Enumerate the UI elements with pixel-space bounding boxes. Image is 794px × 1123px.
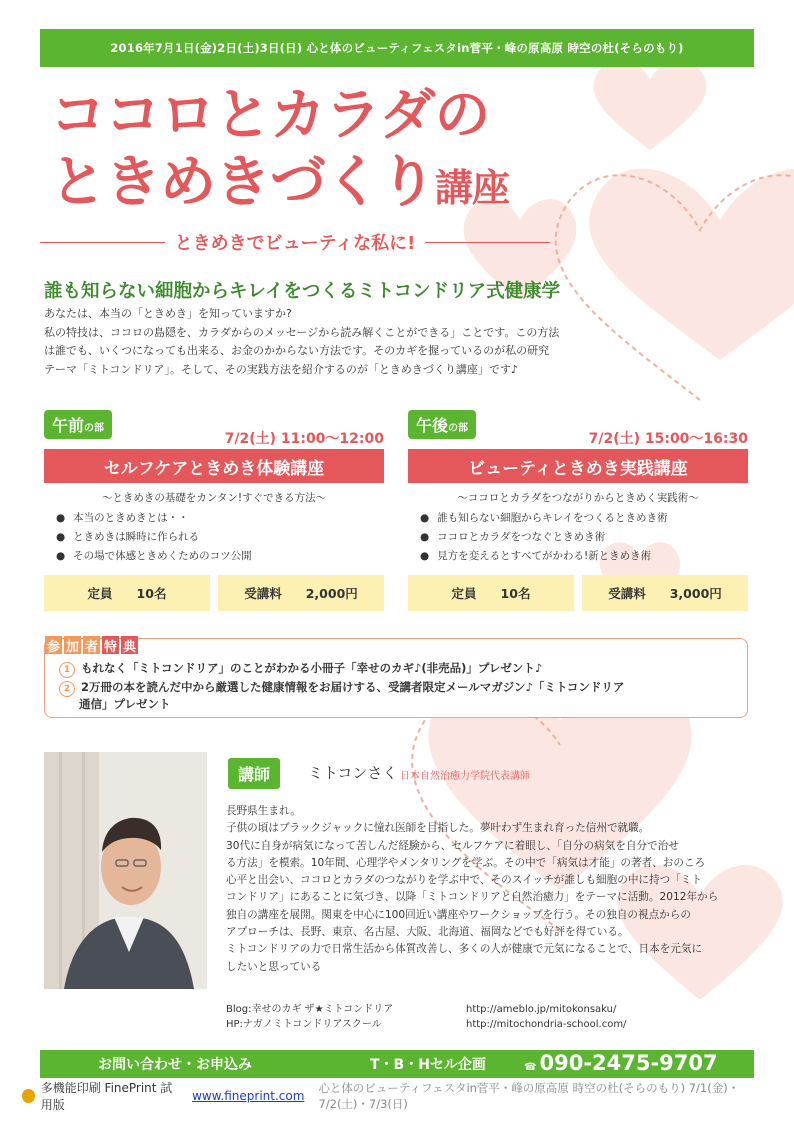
lecturer-photo [44, 752, 207, 989]
subtitle [40, 230, 550, 254]
main-title-line1: ココロとカラダの [50, 83, 490, 148]
bio-line: 独自の講座を展開。関東を中心に100回近い講座やワークショップを行う。その独自の視点からの [226, 908, 691, 921]
session-time: 7/2(土) 11:00〜12:00 [224, 431, 384, 447]
fineprint-logo-icon [22, 1089, 35, 1103]
bio-line: アプローチは、長野、東京、名古屋、大阪、北海道、福岡などでも好評を得ている。 [226, 926, 629, 939]
list-item: ● 誰も知らない細胞からキレイをつくるときめき術 [420, 509, 668, 528]
bio-line: る方法」を模索。10年間、心理学やメンタリングを学ぶ。その中で「病気は才能」の著者、おのころ [226, 856, 706, 869]
session-subtitle: 〜ときめきの基礎をカンタン!すぐできる方法〜 [101, 492, 327, 504]
session-badge-text: 午前 [52, 416, 85, 435]
bonus-item-continued: 通信」プレゼント [79, 697, 171, 711]
title-main: ときめきづくり [50, 150, 435, 215]
bonus-label-char: 典 [121, 636, 138, 654]
fee-box [582, 575, 748, 611]
session-badge-small: の部 [84, 423, 105, 434]
contact-company: T・B・Hセル企画 [370, 1057, 486, 1073]
session-time: 7/2(土) 15:00〜16:30 [588, 431, 748, 447]
divider-left [40, 242, 165, 243]
fee-label: 受講料 [608, 586, 646, 601]
intro-paragraph: あなたは、本当の「ときめき」を知っていますか? [44, 307, 292, 320]
session-items [56, 509, 252, 566]
contact-label: お問い合わせ・お申込み [98, 1057, 252, 1073]
session-items [420, 509, 668, 566]
list-item: ● 見方を変えるとすべてがかわる!新ときめき術 [420, 547, 668, 566]
bonus-label-char: 特 [102, 636, 119, 654]
bonus-text: もれなく「ミトコンドリア」のことがわかる小冊子「幸せのカギ♪(非売品)」プレゼント♪ [81, 661, 543, 675]
participant-bonus [44, 638, 748, 718]
session-title: ビューティときめき実践講座 [408, 449, 748, 483]
bonus-item [59, 679, 624, 697]
bio-line: したいと思っている [226, 960, 322, 973]
lecturer-name: ミトコンさく [308, 764, 398, 782]
session-badge-text: 午後 [416, 416, 449, 435]
lecturer-role: 日本自然治癒力学院代表講師 [400, 771, 530, 782]
bonus-number: 2 [59, 681, 75, 697]
footer-event: 心と体のビューティフェスタin菅平・峰の原高原 時空の杜(そらのもり) 7/1(金)・7/2(土)・7/3(日) [318, 1081, 740, 1111]
footer [22, 1081, 782, 1112]
contact-bar [40, 1050, 754, 1078]
bio-line: 子供の頃はブラックジャックに憧れ医師を目指した。夢叶わず生まれ育った信州で就職。 [226, 822, 650, 835]
bonus-label-char: 加 [64, 636, 81, 654]
lecturer-portrait [44, 752, 207, 989]
lecturer-bio [226, 803, 756, 976]
homepage-link[interactable]: http://mitochondria-school.com/ [466, 1019, 627, 1030]
session-afternoon [408, 410, 748, 615]
link-label: HP:ナガノミトコンドリアスクール [226, 1019, 382, 1030]
capacity-value: 10名 [136, 586, 167, 601]
phone-number: 090-2475-9707 [539, 1051, 718, 1075]
link-row [226, 1002, 756, 1017]
bonus-text: 2万冊の本を読んだ中から厳選した健康情報をお届けする、受講者限定メールマガジン♪「ミトコンドリア [81, 680, 625, 694]
intro-paragraph: 私の特技は、ココロの島隠を、カラダからのメッセージから読み解くことができる」ことです。この方法 [44, 325, 560, 339]
fee-value: 3,000円 [669, 586, 722, 601]
bonus-label-char: 者 [83, 636, 100, 654]
bonus-label-char: 参 [45, 636, 62, 654]
intro-paragraph: は誰でも、いくつになっても出来る、お金のかからない方法です。そのカギを握っているのが私の研究 [44, 344, 550, 357]
footer-link[interactable]: www.fineprint.com [192, 1089, 305, 1103]
session-badge-small: の部 [448, 423, 469, 434]
bonus-label [45, 636, 140, 654]
subtitle-text: ときめきでビューティな私に! [174, 233, 416, 254]
event-banner [40, 29, 754, 67]
fee-value: 2,000円 [305, 586, 358, 601]
lecturer-badge: 講師 [228, 758, 280, 789]
session-title: セルフケアときめき体験講座 [44, 449, 384, 483]
list-item: ● 本当のときめきとは・・ [56, 509, 252, 528]
bonus-item [59, 660, 542, 678]
title-suffix: 講座 [435, 166, 510, 210]
capacity-label: 定員 [87, 586, 113, 601]
bio-line: 30代に自身が病気になって苦しんだ経験から、セルフケアに着眼し、「自分の病気を自分で治せ [226, 839, 679, 852]
event-line: 2016年7月1日(金)2日(土)3日(日) 心と体のビューティフェスタin菅平・峰の原高原 時空の杜(そらのもり) [110, 41, 684, 55]
session-info [408, 575, 748, 611]
link-row [226, 1017, 756, 1032]
bio-line: 長野県生まれ。 [226, 805, 301, 817]
session-morning [44, 410, 384, 615]
capacity-box [408, 575, 574, 611]
capacity-label: 定員 [451, 586, 477, 601]
contact-phone [524, 1051, 718, 1075]
intro-paragraph: テーマ「ミトコンドリア」。そして、その実践方法を紹介するのが「ときめきづくり講座」です♪ [44, 362, 518, 376]
intro-text [44, 305, 584, 379]
divider-right [425, 242, 550, 243]
intro-headline: 誰も知らない細胞からキレイをつくるミトコンドリア式健康学 [44, 281, 561, 302]
footer-text: 多機能印刷 FinePrint 試用版 [40, 1081, 173, 1112]
main-title-line2 [50, 150, 510, 215]
capacity-box [44, 575, 210, 611]
bio-line: ミトコンドリアの力で日常生活から体質改善し、多くの人が健康で元気になることで、日本を元気に [226, 943, 703, 956]
list-item: ● ときめきは瞬時に作られる [56, 528, 252, 547]
session-badge [44, 410, 112, 439]
session-badge [408, 410, 476, 439]
bio-line: 心平と出会い、ココロとカラダのつながりを学ぶ中で、そのスイッチが誰しも細胞の中に持つ「ミト [226, 874, 702, 887]
lecturer-links [226, 1002, 756, 1032]
fee-label: 受講料 [244, 586, 282, 601]
bonus-number: 1 [59, 662, 75, 678]
blog-link[interactable]: http://ameblo.jp/mitokonsaku/ [466, 1004, 617, 1015]
session-info [44, 575, 384, 611]
fee-box [218, 575, 384, 611]
capacity-value: 10名 [500, 586, 531, 601]
list-item: ● その場で体感ときめくためのコツ公開 [56, 547, 252, 566]
list-item: ● ココロとカラダをつなぐときめき術 [420, 528, 668, 547]
session-subtitle: 〜ココロとカラダをつながりからときめく実践術〜 [457, 492, 699, 504]
phone-icon: ☎ [524, 1062, 537, 1073]
bio-line: コンドリア」にあることに気づき、以降「ミトコンドリアと自然治癒力」をテーマに活動。2012年から [226, 891, 719, 904]
link-label: Blog:幸せのカギ ザ★ミトコンドリア [226, 1004, 394, 1015]
